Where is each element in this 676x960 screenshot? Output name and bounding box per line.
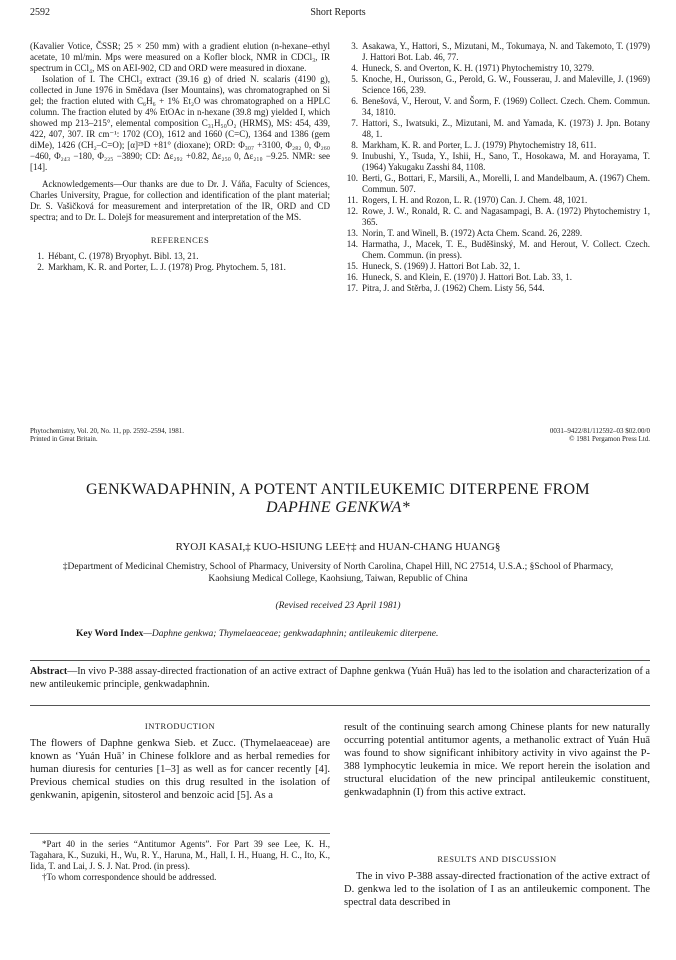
reference-text: Rowe, J. W., Ronald, R. C. and Nagasampagi, B. A. (1972) Phytochemistry 1, 365. (362, 206, 650, 227)
references-list-right (344, 41, 650, 294)
reference-text: Hébant, C. (1978) Bryophyt. Bibl. 13, 21. (48, 251, 199, 261)
reference-text: Asakawa, Y., Hattori, S., Mizutani, M., Tokumaya, N. and Takemoto, T. (1979) J. Hattori Bot. Lab. 46, 77. (362, 41, 650, 62)
reference-number: 1. (37, 251, 44, 261)
journal-citation: Phytochemistry, Vol. 20, No. 11, pp. 2592–2594, 1981. (30, 427, 185, 435)
reference-number: 8. (351, 140, 358, 150)
introduction-heading: INTRODUCTION (144, 721, 216, 731)
reference-text: Knoche, H., Ourisson, G., Perold, G. W., Fousserau, J. and Maleville, J. (1969) Science 166, 239. (362, 74, 650, 95)
reference-item (344, 261, 650, 272)
reference-number: 4. (351, 63, 358, 73)
reference-number: 12. (346, 206, 358, 216)
reference-number: 7. (351, 118, 358, 128)
reference-text: Harmatha, J., Macek, T. E., Buděšinský, M. and Herout, V. Collect. Czech. Chem. Commun. (in press). (362, 239, 650, 260)
title-line-1: GENKWADAPHNIN, A POTENT ANTILEUKEMIC DITERPENE FROM (86, 481, 590, 498)
reference-number: 15. (346, 261, 358, 271)
methods-paragraph: (Kavalier Votice, ČSSR; 25 × 250 mm) with a gradient elution (n-hexane–ethyl acetate, 10 ml/min. Mps were measured on a Kofler block, NMR in CDCl₃, IR spectrum in CCl₄, MS on AEI-902, CD and ORD were measured in dioxane. (30, 41, 330, 73)
reference-text: Huneck, S. (1969) J. Hattori Bot Lab. 32, 1. (362, 261, 520, 271)
reference-text: Markham, K. R. and Porter, L. J. (1979) Phytochemistry 18, 611. (362, 140, 597, 150)
page-number: 2592 (30, 7, 50, 18)
reference-item (344, 195, 650, 206)
reference-item (344, 283, 650, 294)
abstract-top-rule (30, 660, 650, 661)
journal-code: 0031–9422/81/112592–03 $02.00/0 (549, 427, 650, 435)
references-heading: REFERENCES (150, 235, 210, 245)
results-heading: RESULTS AND DISCUSSION (437, 854, 557, 864)
reference-item (344, 118, 650, 140)
reference-text: Huneck, S. and Overton, K. H. (1971) Phytochemistry 10, 3279. (362, 63, 594, 73)
reference-item (344, 140, 650, 151)
abstract-label: Abstract (30, 666, 68, 677)
isolation-paragraph: Isolation of I. The CHCl₃ extract (39.16 g) of dried N. scalaris (4190 g), collected in June 1976 in Smědava (Iser Mountains), was chromatographed on Si gel; the fraction eluted with C₆H₆ + 1% Et₂O was chromatographed on a HPLC column. The fraction eluted by 4% EtOAc in n-hexane (39.8 mg) yielded I, which showed mp 213–215°, elemental composition C₃₁H₅₀O₂ (HRMS), MS: 454, 439, 422, 407, 307. IR cm⁻¹: 1702 (CO), 1612 and 1660 (C=C), 1364 and 1386 (gem diMe), 1426 (CH₂–C=O); [α]²⁵D +81° (dioxane); ORD: Φ₃₀₇ +3100, Φ₂₈₂ 0, Φ₂₆₀ −460, Φ₂₄₃ −180, Φ₂₂₅ −3890; CD: Δε₂₉₂ +0.82, Δε₂₅₀ 0, Δε₂₁₀ −9.25. NMR: see [14]. (30, 74, 330, 172)
reference-number: 5. (351, 74, 358, 84)
journal-info-right (550, 427, 650, 443)
keywords: —Daphne genkwa; Thymelaeaceae; genkwadaphnin; antileukemic diterpene. (143, 629, 439, 639)
copyright: © 1981 Pergamon Press Ltd. (569, 435, 650, 443)
keywords-label: Key Word Index (76, 629, 144, 639)
reference-item (30, 262, 330, 273)
keywords-line (76, 629, 656, 639)
reference-number: 3. (351, 41, 358, 51)
reference-number: 16. (346, 272, 358, 282)
reference-text: Norin, T. and Winell, B. (1972) Acta Chem. Scand. 26, 2289. (362, 228, 583, 238)
reference-item (344, 206, 650, 228)
left-top-column (30, 41, 330, 273)
footnotes (30, 839, 330, 883)
reference-item (344, 173, 650, 195)
reference-item (30, 251, 330, 262)
reference-item (344, 228, 650, 239)
reference-number: 14. (346, 239, 358, 249)
reference-item (344, 41, 650, 63)
introduction-continued: result of the continuing search among Chinese plants for new naturally occurring potential antitumor agents, a methanolic extract of Yuán Huā was found to show significant inhibitory activity in vivo against the P-388 lymphocytic leukemia in mice. We report herein the isolation and structural elucidation of the new principal antileukemic constituent, genkwadaphnin (I) from this active extract. (344, 722, 650, 798)
reference-text: Benešová, V., Herout, V. and Šorm, F. (1969) Collect. Czech. Chem. Commun. 34, 1810. (362, 96, 650, 117)
footnote-series: *Part 40 in the series “Antitumor Agents”. For Part 39 see Lee, K. H., Tagahara, K., Suzuki, H., Wu, R. Y., Haruna, M., Hall, I. H., Huang, H. C., Ito, K., Iida, T. and Lai, J. S. J. Nat. Prod. (in press). (30, 839, 330, 871)
affiliation: ‡Department of Medicinal Chemistry, School of Pharmacy, University of North Carolina, Chapel Hill, NC 27514, U.S.A.; §School of Pharmacy, Kaohsiung Medical College, Kaohsiung, Taiwan, Republic of China (62, 562, 614, 584)
printed-in: Printed in Great Britain. (30, 435, 98, 443)
results-text: The in vivo P-388 assay-directed fractionation of the active extract of D. genkwa led to the isolation of I as an antileukemic component. The spectral data described in (344, 871, 650, 908)
reference-text: Markham, K. R. and Porter, L. J. (1978) Prog. Phytochem. 5, 181. (48, 262, 286, 272)
reference-item (344, 63, 650, 74)
abstract (30, 666, 650, 691)
reference-number: 11. (347, 195, 358, 205)
references-list-left (30, 251, 330, 273)
running-title: Short Reports (310, 7, 366, 18)
reference-number: 9. (351, 151, 358, 161)
reference-text: Pitra, J. and Stěrba, J. (1962) Chem. Listy 56, 544. (362, 283, 545, 293)
reference-item (344, 151, 650, 173)
journal-info-left (30, 427, 184, 443)
reference-item (344, 272, 650, 283)
reference-number: 17. (346, 283, 358, 293)
abstract-bottom-rule (30, 705, 650, 706)
reference-item (344, 74, 650, 96)
title-line-2: DAPHNE GENKWA* (266, 499, 410, 516)
reference-text: Rogers, I. H. and Rozon, L. R. (1970) Can. J. Chem. 48, 1021. (362, 195, 588, 205)
authors: RYOJI KASAI,‡ KUO-HSIUNG LEE†‡ and HUAN-CHANG HUANG§ (175, 541, 501, 553)
reference-number: 2. (37, 262, 44, 272)
acknowledgements: Acknowledgements—Our thanks are due to Dr. J. Váňa, Faculty of Sciences, Charles University, Prague, for collection and identification of the plant material; Dr. S. Vašičková for measurement and interpretation of the IR, ORD and CD spectra; and to Dr. L. Dolejš for measurement and interpretation of the MS. (30, 179, 330, 222)
footnote-rule (30, 833, 330, 834)
reference-number: 6. (351, 96, 358, 106)
reference-text: Huneck, S. and Klein, E. (1970) J. Hattori Bot. Lab. 33, 1. (362, 272, 572, 282)
reference-item (344, 96, 650, 118)
introduction-text: The flowers of Daphne genkwa Sieb. et Zucc. (Thymelaeaceae) are known as ‘Yuán Huā’ in Chinese folklore and as herbal remedies for human diuresis for centuries [1–3] as well as for cancer recently [4]. Previous chemical studies on this drug resulted in the isolation of genkwanin, apigenin, sitosterol and benzoic acid [5]. As a (30, 738, 330, 801)
reference-text: Berti, G., Bottari, F., Marsili, A., Morelli, I. and Mandelbaum, A. (1967) Chem. Commun. 507. (362, 173, 650, 194)
reference-item (344, 239, 650, 261)
received-date: (Revised received 23 April 1981) (275, 601, 401, 611)
footnote-correspondence: †To whom correspondence should be addressed. (42, 872, 217, 882)
article-title (0, 481, 676, 517)
reference-number: 10. (346, 173, 358, 183)
reference-number: 13. (346, 228, 358, 238)
reference-text: Hattori, S., Iwatsuki, Z., Mizutani, M. and Yamada, K. (1973) J. Jpn. Botany 48, 1. (362, 118, 650, 139)
reference-text: Inubushi, Y., Tsuda, Y., Ishii, H., Sano, T., Hosokawa, M. and Horayama, T. (1964) Yakugaku Zasshi 84, 1108. (362, 151, 650, 172)
abstract-text: —In vivo P-388 assay-directed fractionation of an active extract of Daphne genkwa (Yuán Huā) has led to the isolation and characterization of a new antileukemic principle, genkwadaphnin. (30, 666, 650, 690)
